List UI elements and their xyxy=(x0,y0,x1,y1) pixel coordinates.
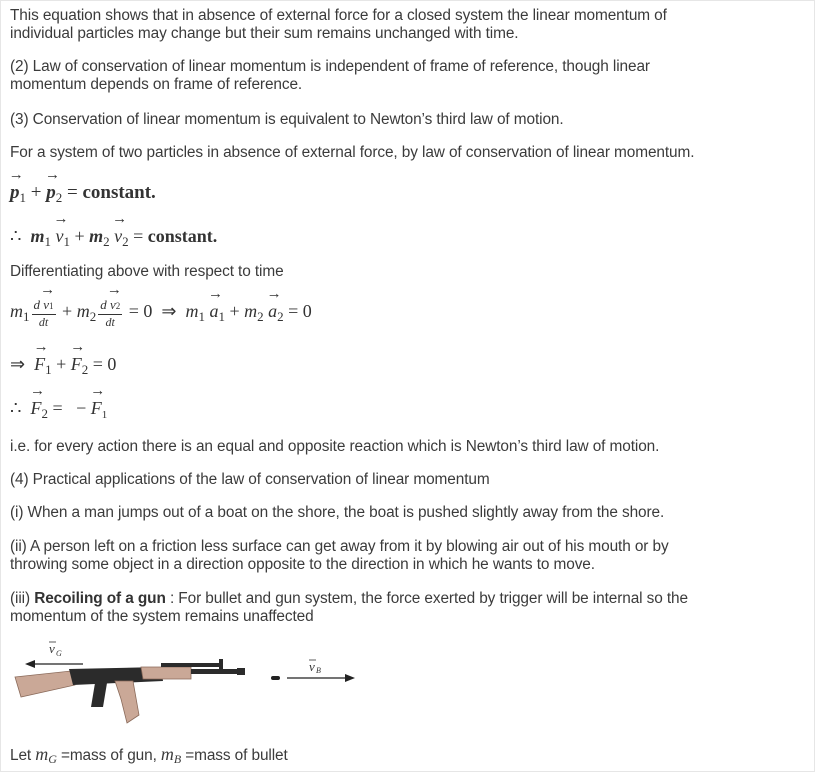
bullet-icon xyxy=(271,676,280,680)
gun-recoil-figure xyxy=(11,637,371,737)
paragraph-text: =mass of gun, xyxy=(56,747,161,764)
paragraph-line: This equation shows that in absence of external force for a closed system the linear momentum of xyxy=(10,7,667,24)
paragraph-line: Differentiating above with respect to time xyxy=(10,263,284,280)
equation-force-sum: ⇒ → $F_1$ + → $F_2 = 0$ xyxy=(10,354,116,375)
bullet-velocity-subscript: B xyxy=(316,666,321,675)
equation-mass-velocity: ∴ $m_1 \to v_1 + m_2 \to v_2$ = constant. xyxy=(10,226,217,247)
paragraph-line: momentum depends on frame of reference. xyxy=(10,76,303,93)
paragraph-line: Let mG =mass of gun, mB =mass of bullet xyxy=(10,744,288,766)
paragraph-line: i.e. for every action there is an equal and opposite reaction which is Newton’s third law of motion. xyxy=(10,438,660,455)
gun-velocity-subscript: G xyxy=(56,649,62,658)
paragraph-line: (2) Law of conservation of linear momentum is independent of frame of reference, though linear xyxy=(10,58,650,75)
equation-derivative: $m_1$ $\frac{d \to v1}{dt}$ + $m_2$ $\frac{d \to v2}{dt}$ = 0 ⇒ $m_1 \to a_1 + m_2 \to a_2 = 0$ xyxy=(10,297,312,329)
paragraph-text: Let xyxy=(10,747,36,764)
paragraph-line: (4) Practical applications of the law of conservation of linear momentum xyxy=(10,471,490,488)
equation-force-opposite: ∴ → $F_2$ = − → $F_1$ xyxy=(10,398,107,419)
paragraph-line xyxy=(10,590,688,607)
paragraph-line: (3) Conservation of linear momentum is equivalent to Newton’s third law of motion. xyxy=(10,111,564,128)
rifle-icon xyxy=(15,659,245,723)
paragraph-line: (i) When a man jumps out of a boat on the shore, the boat is pushed slightly away from the shore. xyxy=(10,504,665,521)
paragraph-line: individual particles may change but their sum remains unchanged with time. xyxy=(10,25,519,42)
list-marker: (iii) xyxy=(10,590,35,607)
equation-momentum-sum: → $p_1$ + → $p_2$ = constant. xyxy=(10,182,156,204)
paragraph-text: : For bullet and gun system, the force exerted by trigger will be internal so the xyxy=(165,590,688,607)
paragraph-line: momentum of the system remains unaffected xyxy=(10,608,314,625)
paragraph-line: For a system of two particles in absence of external force, by law of conservation of linear momentum. xyxy=(10,144,695,161)
paragraph-text: =mass of bullet xyxy=(181,747,288,764)
bullet-velocity-label: v xyxy=(309,659,315,674)
bold-heading: Recoiling of a gun xyxy=(34,590,166,607)
paragraph-line: throwing some object in a direction opposite to the direction in which he wants to move. xyxy=(10,556,595,573)
paragraph-line: (ii) A person left on a friction less surface can get away from it by blowing air out of his mouth or by xyxy=(10,538,669,555)
gun-velocity-label: v xyxy=(49,641,55,656)
